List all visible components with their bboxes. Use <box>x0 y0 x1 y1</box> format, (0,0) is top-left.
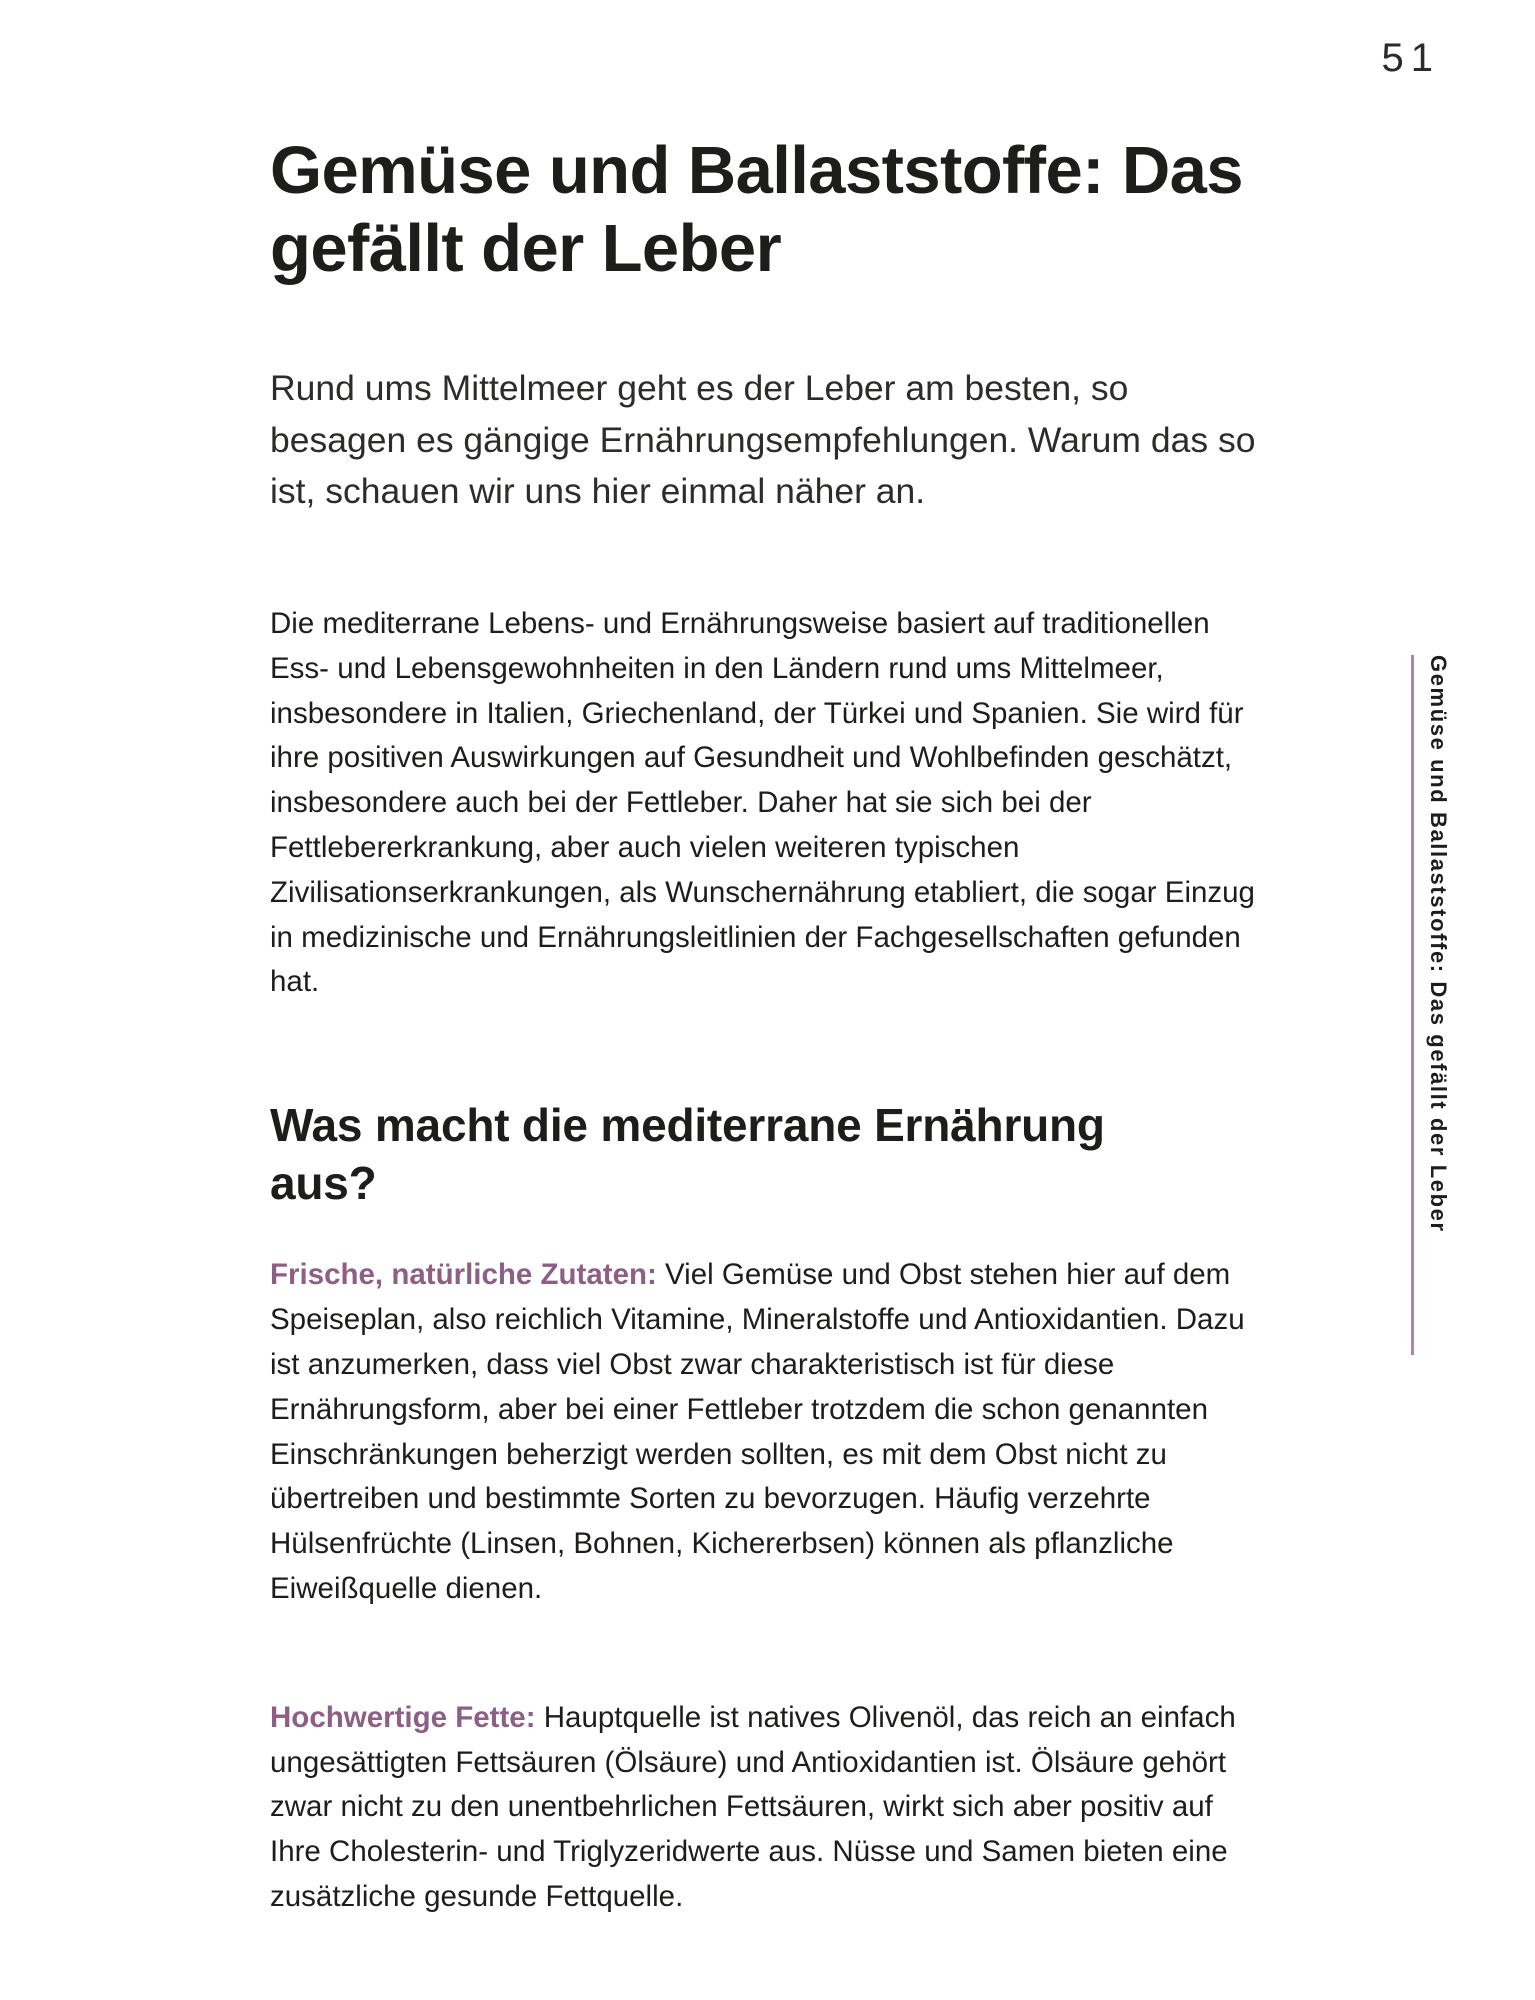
section-heading: Was macht die mediterrane Ernährung aus? <box>270 1099 1105 1210</box>
body-paragraph-fats <box>270 1696 1270 1920</box>
body-paragraph-intro: Die mediterrane Lebens- und Ernährungsweise basiert auf traditionellen Ess- und Lebensgewohnheiten in den Ländern rund ums Mittelmeer, insbesondere in Italien, Griechenland, der Türkei und Spanien. Sie wird für ihre positiven Auswirkungen auf Gesundheit und Wohlbefinden geschätzt, insbesondere auch bei der Fettleber. Daher hat sie sich bei der Fettlebererkrankung, aber auch vielen weiteren typischen Zivilisationserkrankungen, als Wunschernährung etabliert, die sogar Einzug in medizinische und Ernährungsleitlinien der Fachgesellschaften gefunden hat. <box>270 606 1255 999</box>
lede-paragraph: Rund ums Mittelmeer geht es der Leber am besten, so besagen es gängige Ernährungsempfehlungen. Warum das so ist, schauen wir uns hier einmal näher an. <box>270 368 1256 512</box>
runin-body-fats: Hauptquelle ist natives Olivenöl, das reich an einfach ungesättigten Fettsäuren (Ölsäure) und Antioxidantien ist. Ölsäure gehört zwar nicht zu den unentbehrlichen Fettsäuren, wirkt sich aber positiv auf Ihre Cholesterin- und Triglyzeridwerte aus. Nüsse und Samen bieten eine zusätzliche gesunde Fettquelle. <box>270 1700 1236 1914</box>
body-paragraph-ingredients <box>270 1253 1270 1612</box>
runin-label-fats: Hochwertige Fette: <box>270 1700 536 1734</box>
chapter-title: Gemüse und Ballaststoffe: Das gefällt der Leber <box>270 133 1243 286</box>
runin-body-ingredients: Viel Gemüse und Obst stehen hier auf dem Speiseplan, also reichlich Vitamine, Mineralstoffe und Antioxidantien. Dazu ist anzumerken, dass viel Obst zwar charakteristisch ist für diese Ernährungsform, aber bei einer Fettleber trotzdem die schon genannten Einschränkungen beherzigt werden sollten, es mit dem Obst nicht zu übertreiben und bestimmte Sorten zu bevorzugen. Häufig verzehrte Hülsenfrüchte (Linsen, Bohnen, Kichererbsen) können als pflanzliche Eiweißquelle dienen. <box>270 1258 1245 1605</box>
runin-label-ingredients: Frische, natürliche Zutaten: <box>270 1258 657 1292</box>
text-column <box>270 132 1270 1920</box>
running-head <box>1411 655 1449 1355</box>
running-head-rule <box>1411 655 1414 1355</box>
running-head-text: Gemüse und Ballaststoffe: Das gefällt der Leber <box>1426 655 1451 1233</box>
page-number: 51 <box>1381 36 1440 80</box>
